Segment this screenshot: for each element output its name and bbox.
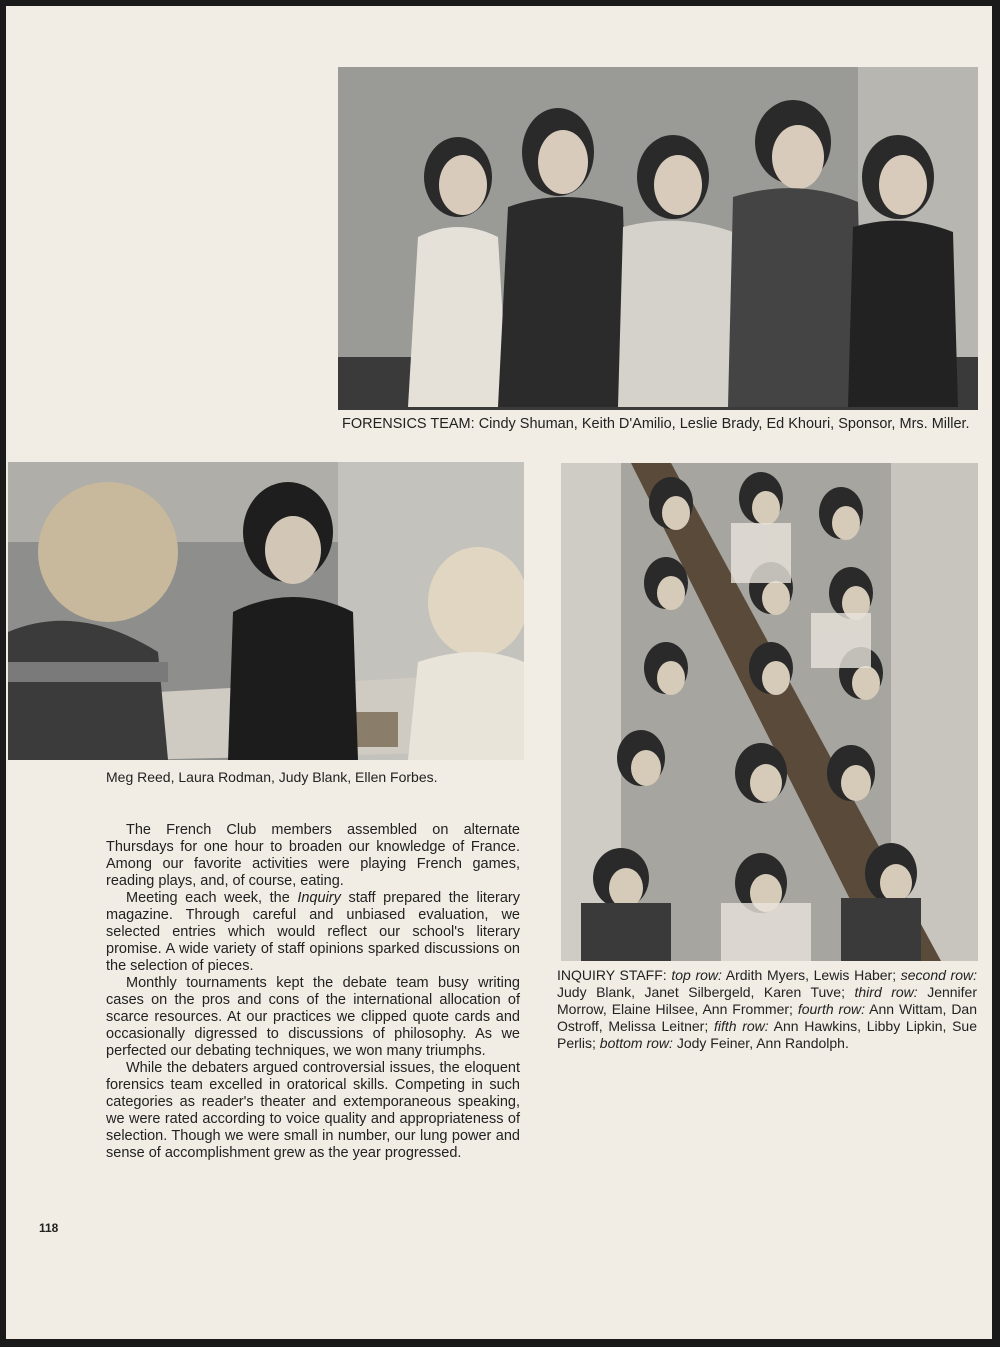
inquiry-row-label: fourth row: (797, 1001, 866, 1017)
inquiry-row-label: fifth row: (713, 1018, 769, 1034)
inquiry-row-names: Jody Feiner, Ann Randolph. (672, 1035, 849, 1051)
forensics-team-photo (338, 67, 978, 410)
paragraph-text: Meeting each week, the (126, 890, 298, 906)
yearbook-page (6, 6, 992, 1339)
inquiry-caption-lead: INQUIRY STAFF: (557, 967, 672, 983)
paragraph-inquiry (106, 890, 520, 975)
photo-icon (8, 462, 524, 760)
photo-icon (561, 463, 978, 961)
inquiry-row-label: top row: (671, 967, 722, 983)
page-number: 118 (39, 1221, 59, 1235)
inquiry-row-names: Judy Blank, Janet Silbergeld, Karen Tuve; (557, 984, 855, 1000)
body-text (106, 822, 520, 1162)
inquiry-title: Inquiry (297, 890, 341, 906)
inquiry-row-label: second row: (900, 967, 978, 983)
inquiry-row-names: Ann Wittam, Dan Ostroff, Melissa Leitner; (557, 1001, 978, 1034)
inquiry-row-label: third row: (854, 984, 918, 1000)
inquiry-row-names: Ann Hawkins, Libby Lipkin, Sue Perlis; (557, 1018, 978, 1051)
photo-icon (338, 67, 978, 410)
inquiry-row-names: Ardith Myers, Lewis Haber; (721, 967, 901, 983)
paragraph-text: staff prepared the literary magazine. Through careful and unbiased evaluation, we selected entries which would reflect our school's literary promise. A wide variety of staff opinions sparked discussions on the selection of pieces. (106, 890, 520, 974)
french-club-photo (8, 462, 524, 760)
inquiry-row-label: bottom row: (599, 1035, 673, 1051)
paragraph-forensics: While the debaters argued controversial issues, the eloquent forensics team excelled in oratorical skills. Competing in such categories as reader's theater and extemporaneous speaking, we were rated according to voice quality and appropriateness of selection. Though we were small in number, our lung power and sense of accomplishment grew as the year progressed. (106, 1060, 520, 1161)
french-club-caption: Meg Reed, Laura Rodman, Judy Blank, Ellen Forbes. (106, 769, 438, 785)
paragraph-debate: Monthly tournaments kept the debate team busy writing cases on the pros and cons of the international allocation of scarce resources. At our practices we clipped quote cards and occasionally digressed to discussions of philosophy. As we perfected our debating techniques, we won many triumphs. (106, 975, 520, 1059)
forensics-caption: FORENSICS TEAM: Cindy Shuman, Keith D'Amilio, Leslie Brady, Ed Khouri, Sponsor, Mrs. Miller. (342, 416, 970, 432)
inquiry-staff-photo (561, 463, 978, 961)
inquiry-caption (557, 967, 977, 1052)
inquiry-row-names: Jennifer Morrow, Elaine Hilsee, Ann Frommer; (557, 984, 977, 1017)
paragraph-french-club: The French Club members assembled on alternate Thursdays for one hour to broaden our knowledge of France. Among our favorite activities were playing French games, reading plays, and, of course, eating. (106, 822, 520, 889)
